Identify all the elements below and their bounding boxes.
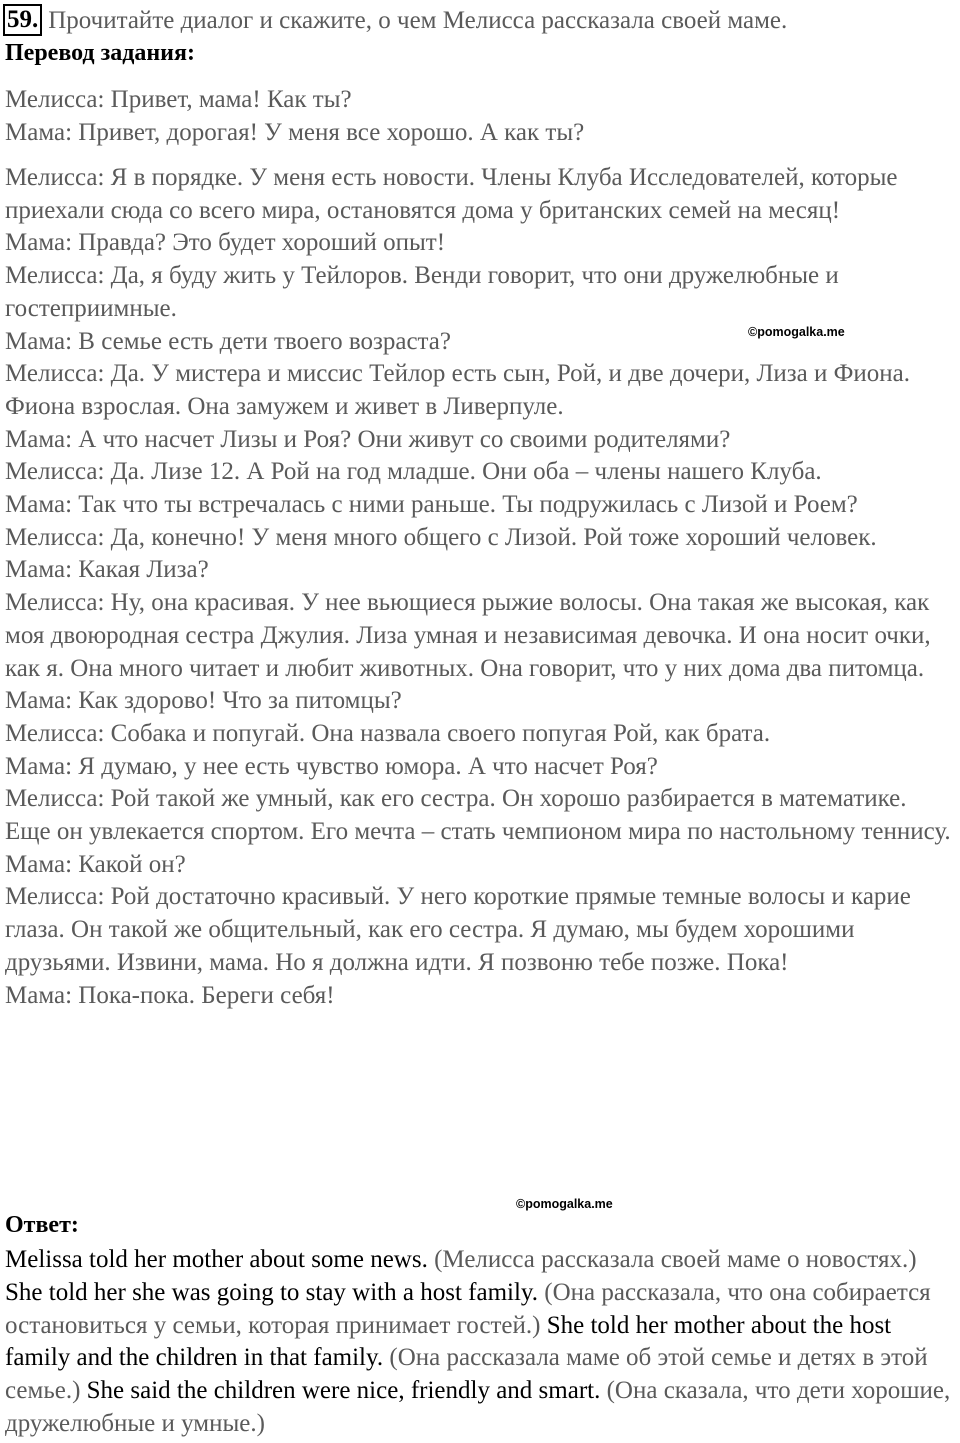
dialog-line: Мама: Как здорово! Что за питомцы?: [5, 687, 402, 715]
dialog-line: Мама: Привет, дорогая! У меня все хорошо. А как ты?: [5, 118, 585, 146]
answer-title: Ответ:: [5, 1212, 79, 1238]
answer-ru: (Она сказала, что дети хорошие, дружелюбные и умные.): [5, 1377, 951, 1437]
dialog-line: Мелисса: Рой достаточно красивый. У него короткие прямые темные волосы и карие глаза. Он такой же общительный, как его сестра. Я думаю, мы будем хорошими друзьями. Извини, мама. Но я должна идти. Я позвоню тебе позже. Пока!: [5, 883, 911, 976]
task-header: [3, 4, 953, 38]
dialog-line: Мелисса: Рой такой же умный, как его сестра. Он хорошо разбирается в математике. Еще он увлекается спортом. Его мечта – стать чемпионом мира по настольному теннису.: [5, 785, 951, 846]
answer-en: She told her she was going to stay with a host family.: [5, 1278, 539, 1306]
answer-en: She told her mother about the host family and the children in that family.: [5, 1311, 892, 1372]
translation-title: Перевод задания:: [5, 40, 195, 66]
dialog-line: Мелисса: Ну, она красивая. У нее вьющиеся рыжие волосы. Она такая же высокая, как моя двоюродная сестра Джулия. Лиза умная и независимая девочка. И она носит очки, как я. Она много читает и любит животных. Она говорит, что у них дома два питомца.: [5, 589, 931, 682]
task-number: 59.: [3, 4, 42, 36]
watermark-text: ©pomogalka.me: [516, 1197, 613, 1211]
dialog-top: [5, 84, 705, 149]
dialog-line: Мама: Пока-пока. Береги себя!: [5, 981, 335, 1009]
answer-paragraph: [5, 1244, 960, 1441]
dialog-line: Мама: А что насчет Лизы и Роя? Они живут со своими родителями?: [5, 425, 731, 453]
dialog-line: Мама: Так что ты встречалась с ними раньше. Ты подружилась с Лизой и Роем?: [5, 491, 858, 519]
watermark-text: ©pomogalka.me: [748, 325, 845, 339]
dialog-line: Мелисса: Собака и попугай. Она назвала своего попугая Рой, как брата.: [5, 719, 771, 747]
answer-ru: (Мелисса рассказала своей маме о новостях.): [434, 1246, 917, 1273]
answer-ru: (Она рассказала, что она собирается остановиться у семьи, которая принимает гостей.): [5, 1278, 931, 1339]
dialog-line: Мелисса: Да, конечно! У меня много общего с Лизой. Рой тоже хороший человек.: [5, 523, 877, 551]
dialog-line: Мелисса: Я в порядке. У меня есть новости. Члены Клуба Исследователей, которые приехали сюда со всего мира, остановятся дома у британских семей на месяц!: [5, 164, 898, 224]
dialog-line: Мама: В семье есть дети твоего возраста?: [5, 327, 451, 355]
dialog-line: Мама: Правда? Это будет хороший опыт!: [5, 229, 446, 257]
task-instruction: Прочитайте диалог и скажите, о чем Мелисса рассказала своей маме.: [48, 7, 788, 34]
dialog-line: Мелисса: Да. У мистера и миссис Тейлор есть сын, Рой, и две дочери, Лиза и Фиона. Фиона взрослая. Она замужем и живет в Ливерпуле.: [5, 360, 911, 420]
dialog-line: Мама: Какая Лиза?: [5, 556, 209, 584]
dialog-line: Мама: Я думаю, у нее есть чувство юмора. А что насчет Роя?: [5, 752, 658, 780]
dialog-main: [5, 162, 955, 1012]
answer-ru: (Она рассказала маме об этой семье и детях в этой семье.): [5, 1344, 928, 1405]
dialog-line: Мелисса: Да. Лизе 12. А Рой на год младше. Они оба – члены нашего Клуба.: [5, 458, 822, 486]
dialog-line: Мама: Какой он?: [5, 850, 186, 878]
dialog-line: Мелисса: Да, я буду жить у Тейлоров. Венди говорит, что они дружелюбные и гостеприимные.: [5, 262, 839, 322]
dialog-line: Мелисса: Привет, мама! Как ты?: [5, 86, 352, 113]
answer-en: Melissa told her mother about some news.: [5, 1246, 428, 1273]
answer-en: She said the children were nice, friendly and smart.: [86, 1377, 601, 1405]
